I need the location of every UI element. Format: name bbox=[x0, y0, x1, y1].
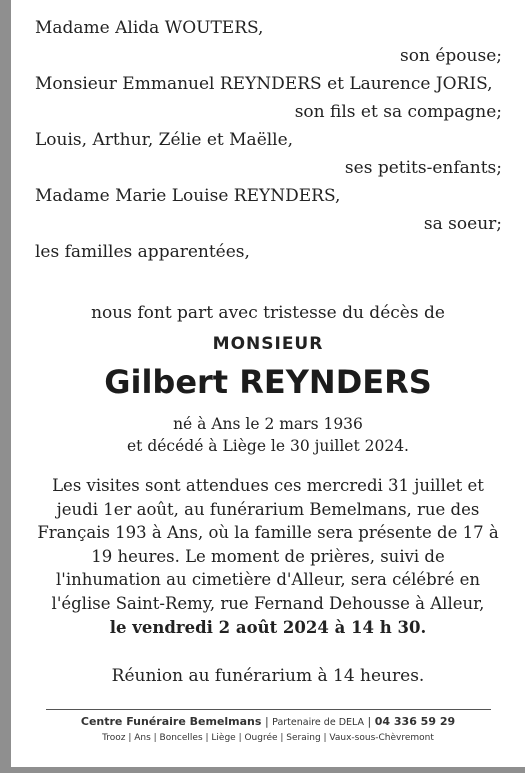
obituary-notice bbox=[11, 0, 525, 767]
partner-label: Partenaire de DELA bbox=[272, 717, 365, 728]
visits-line: Français 193 à Ans, où la famille sera présente de 17 à bbox=[37, 523, 499, 543]
deceased-title: MONSIEUR bbox=[212, 334, 324, 354]
funeral-home-footer bbox=[11, 714, 525, 745]
visits-line: l'église Saint-Remy, rue Fernand Dehousse à Alleur, bbox=[51, 593, 485, 613]
family-line: Madame Marie Louise REYNDERS, bbox=[35, 186, 341, 206]
family-line: les familles apparentées, bbox=[35, 242, 250, 262]
family-relation: son fils et sa compagne; bbox=[294, 102, 502, 122]
meeting-note: Réunion au funérarium à 14 heures. bbox=[111, 666, 425, 686]
family-relation: sa soeur; bbox=[423, 214, 502, 234]
footer-divider bbox=[46, 709, 491, 710]
deceased-name: Gilbert REYNDERS bbox=[104, 363, 432, 401]
life-dates bbox=[11, 413, 525, 457]
family-line: Louis, Arthur, Zélie et Maëlle, bbox=[35, 130, 294, 150]
visits-line: jeudi 1er août, au funérarium Bemelmans, rue des bbox=[56, 499, 480, 519]
visits-line: l'inhumation au cimetière d'Alleur, sera célébré en bbox=[56, 570, 480, 590]
family-line: Madame Alida WOUTERS, bbox=[35, 18, 264, 38]
death-date: et décédé à Liège le 30 juillet 2024. bbox=[127, 437, 409, 455]
visits-line: Les visites sont attendues ces mercredi 31 juillet et bbox=[52, 476, 484, 495]
footer-separator: | bbox=[367, 715, 372, 728]
birth-date: né à Ans le 2 mars 1936 bbox=[173, 415, 363, 433]
family-line: Monsieur Emmanuel REYNDERS et Laurence JORIS, bbox=[35, 74, 493, 94]
visits-paragraph bbox=[31, 474, 505, 639]
funeral-home-name: Centre Funéraire Bemelmans bbox=[80, 715, 262, 728]
footer-separator: | bbox=[264, 715, 269, 728]
visits-line: 19 heures. Le moment de prières, suivi de bbox=[91, 546, 445, 566]
ceremony-datetime: le vendredi 2 août 2024 à 14 h 30. bbox=[109, 617, 427, 637]
family-list bbox=[35, 14, 502, 266]
funeral-home-phone: 04 336 59 29 bbox=[374, 715, 456, 728]
announcement-intro: nous font part avec tristesse du décès de bbox=[91, 303, 445, 323]
funeral-home-locations: Trooz | Ans | Boncelles | Liège | Ougrée | Seraing | Vaux-sous-Chèvremont bbox=[102, 733, 434, 743]
family-relation: ses petits-enfants; bbox=[344, 158, 502, 178]
family-relation: son épouse; bbox=[400, 46, 502, 66]
